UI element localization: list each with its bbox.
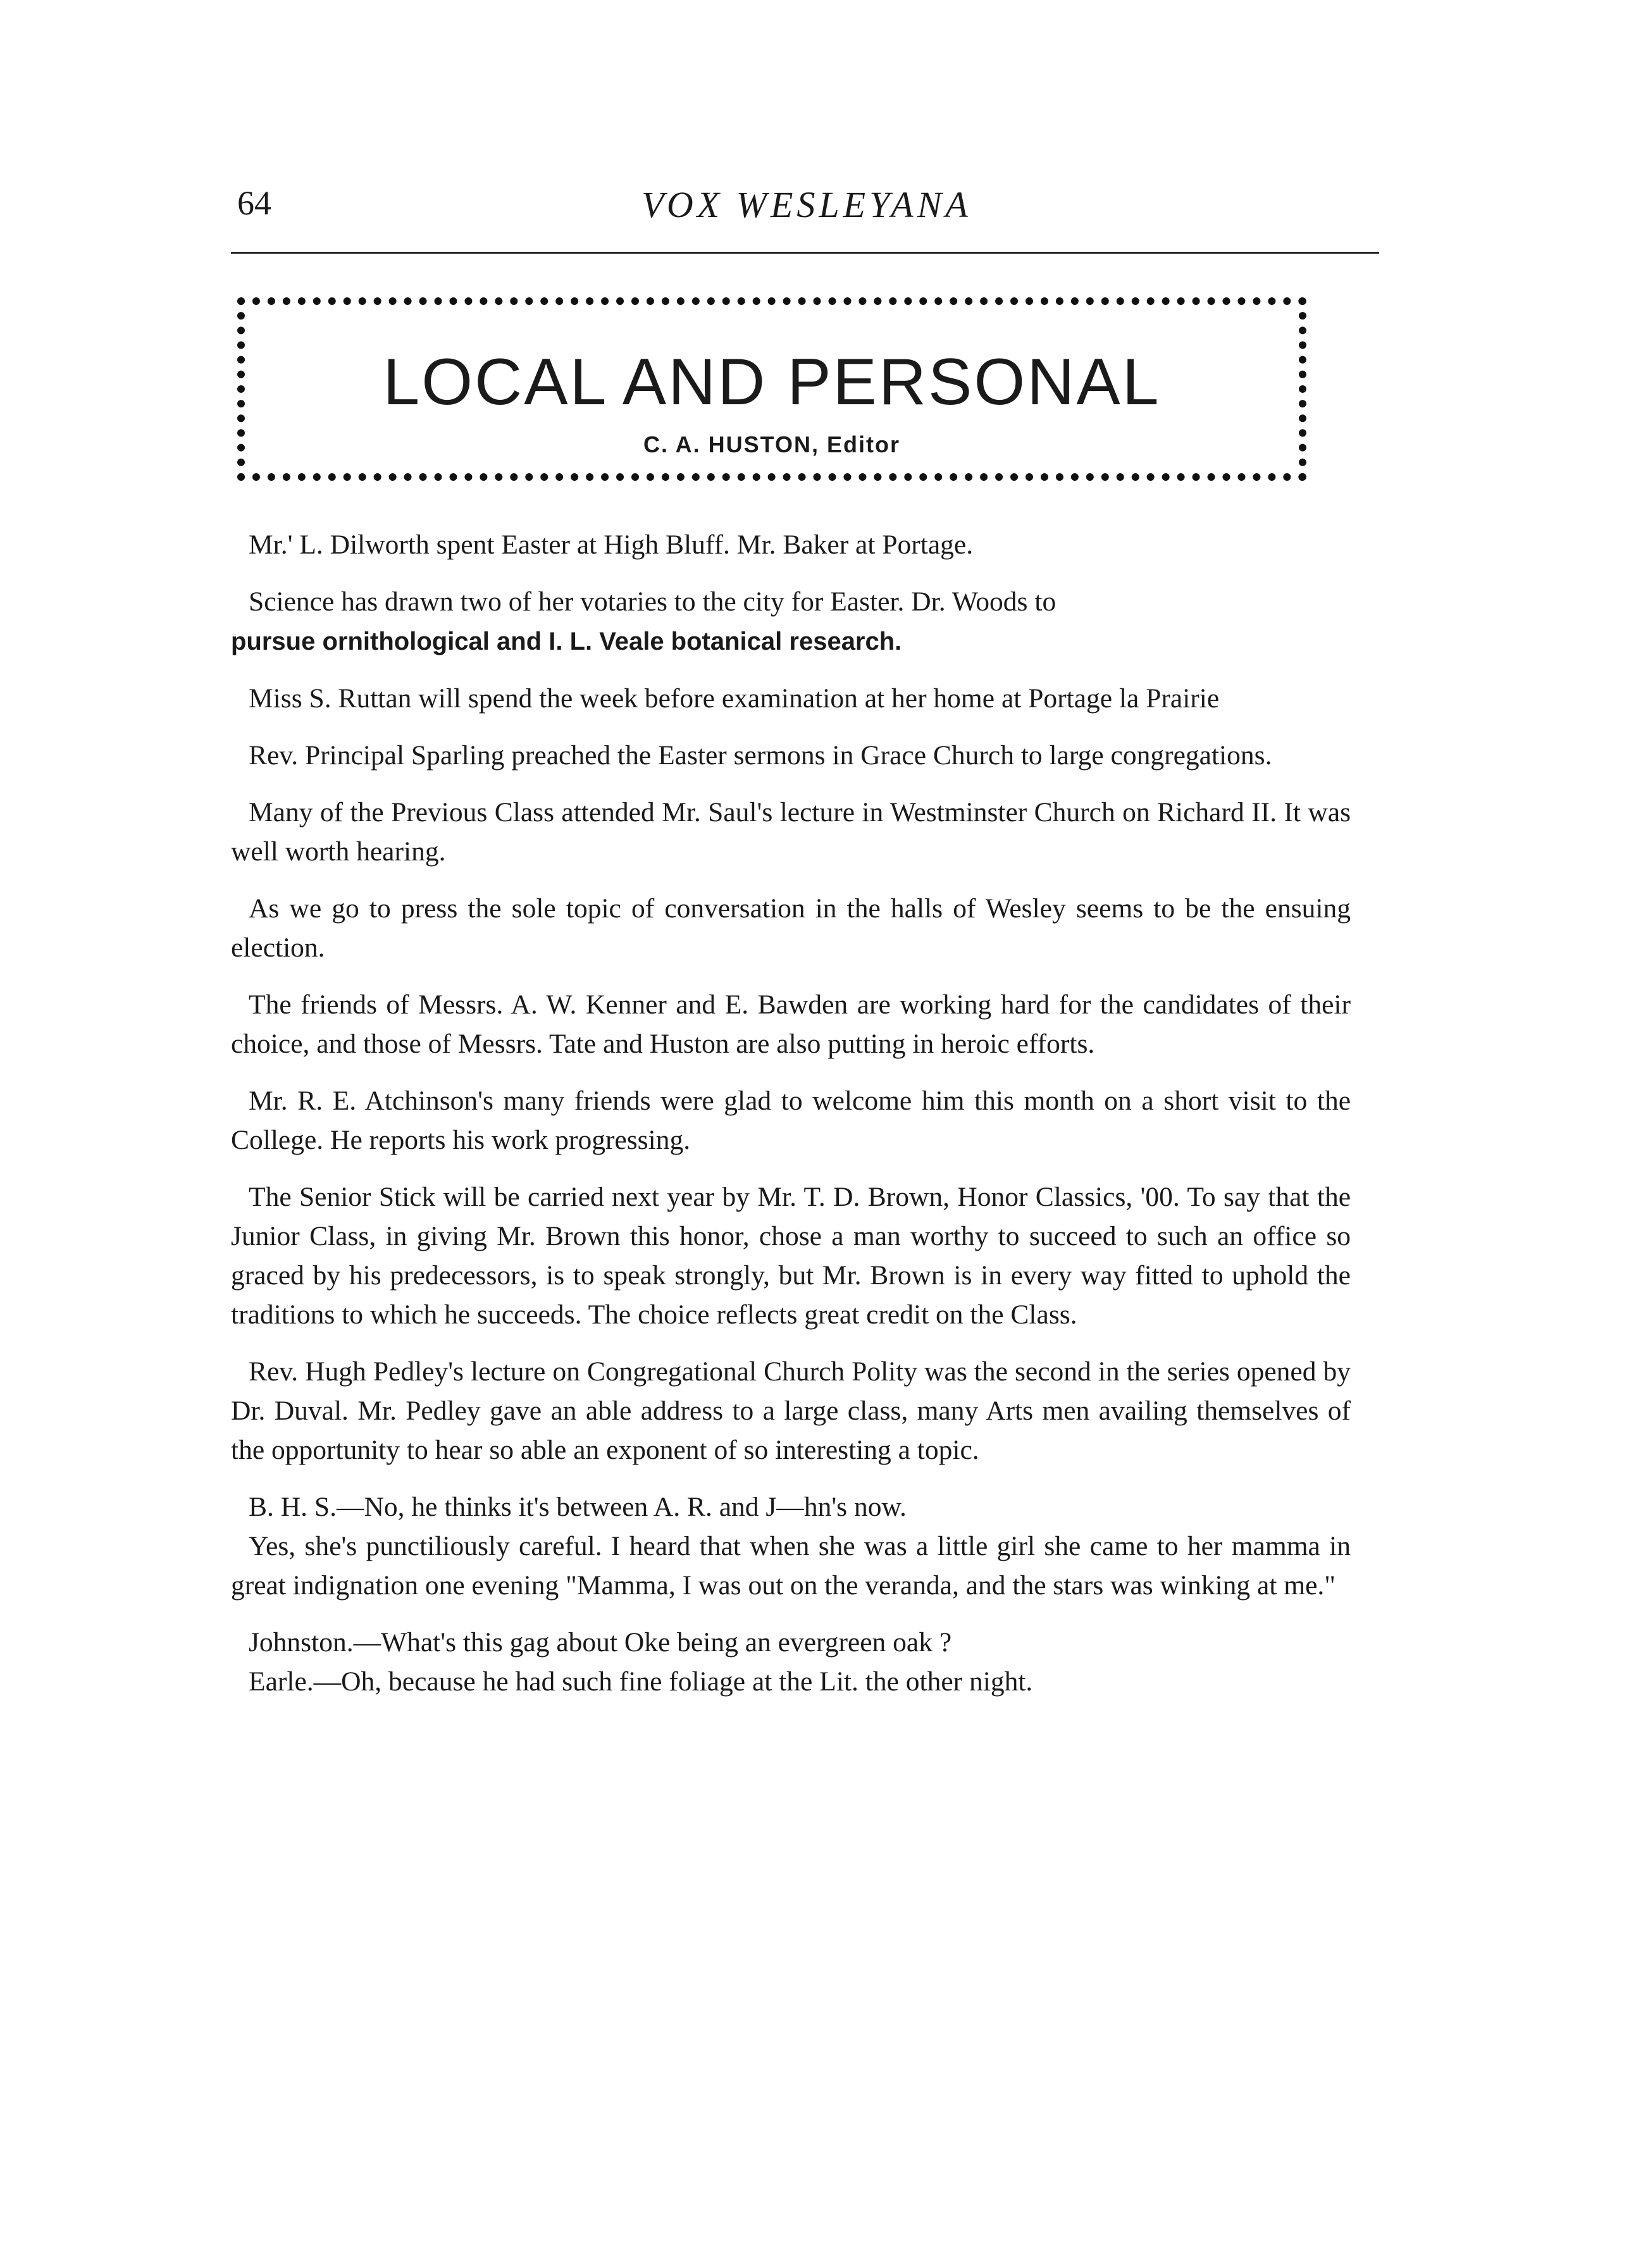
paragraph: The Senior Stick will be carried next year by Mr. T. D. Brown, Honor Classics, '00. To say that the Junior Class, in giving Mr. Brown this honor, chose a man worthy to succeed to such an office so graced by his predecessors, is to speak strongly, but Mr. Brown is in every way fitted to uphold the traditions to which he succeeds. The choice reflects great credit on the Class. [231, 1182, 1351, 1330]
paragraph: Rev. Principal Sparling preached the Easter sermons in Grace Church to large congregations. [249, 740, 1272, 771]
section-title: LOCAL AND PERSONAL [383, 345, 1161, 419]
paragraph: Miss S. Ruttan will spend the week before examination at her home at Portage la Prairie [249, 683, 1220, 714]
paragraph: Rev. Hugh Pedley's lecture on Congregational Church Polity was the second in the series opened by Dr. Duval. Mr. Pedley gave an able address to a large class, many Arts men availing themselves of the opportunity to hear so able an exponent of so interesting a topic. [231, 1356, 1351, 1465]
section-heading-box [237, 297, 1306, 481]
running-head [237, 171, 1376, 240]
paragraph: Mr. R. E. Atchinson's many friends were glad to welcome him this month on a short visit to the College. He reports his work progressing. [231, 1086, 1351, 1155]
journal-title: VOX WESLEYANA [641, 184, 972, 225]
article-body [231, 525, 1351, 1719]
section-editor: C. A. HUSTON, Editor [643, 431, 900, 457]
paragraph: Johnston.—What's this gag about Oke being an evergreen oak ? [249, 1627, 952, 1658]
paragraph: Science has drawn two of her votaries to the city for Easter. Dr. Woods to [249, 586, 1057, 617]
paragraph: Earle.—Oh, because he had such fine foliage at the Lit. the other night. [249, 1666, 1033, 1697]
paragraph: Mr.' L. Dilworth spent Easter at High Bluff. Mr. Baker at Portage. [249, 530, 974, 560]
page-number: 64 [237, 184, 271, 222]
paragraph: Many of the Previous Class attended Mr. Saul's lecture in Westminster Church on Richard II. It was well worth hearing. [231, 797, 1351, 867]
paragraph: The friends of Messrs. A. W. Kenner and E. Bawden are working hard for the candidates of their choice, and those of Messrs. Tate and Huston are also putting in heroic efforts. [231, 989, 1351, 1059]
bold-text: pursue ornithological and I. L. Veale botanical research. [231, 628, 902, 655]
paragraph: As we go to press the sole topic of conversation in the halls of Wesley seems to be the ensuing election. [231, 893, 1351, 963]
paragraph: Yes, she's punctiliously careful. I heard that when she was a little girl she came to her mamma in great indignation one evening "Mamma, I was out on the veranda, and the stars was winking at me." [231, 1531, 1351, 1601]
header-rule [231, 252, 1379, 254]
paragraph: B. H. S.—No, he thinks it's between A. R. and J—hn's now. [249, 1492, 907, 1522]
